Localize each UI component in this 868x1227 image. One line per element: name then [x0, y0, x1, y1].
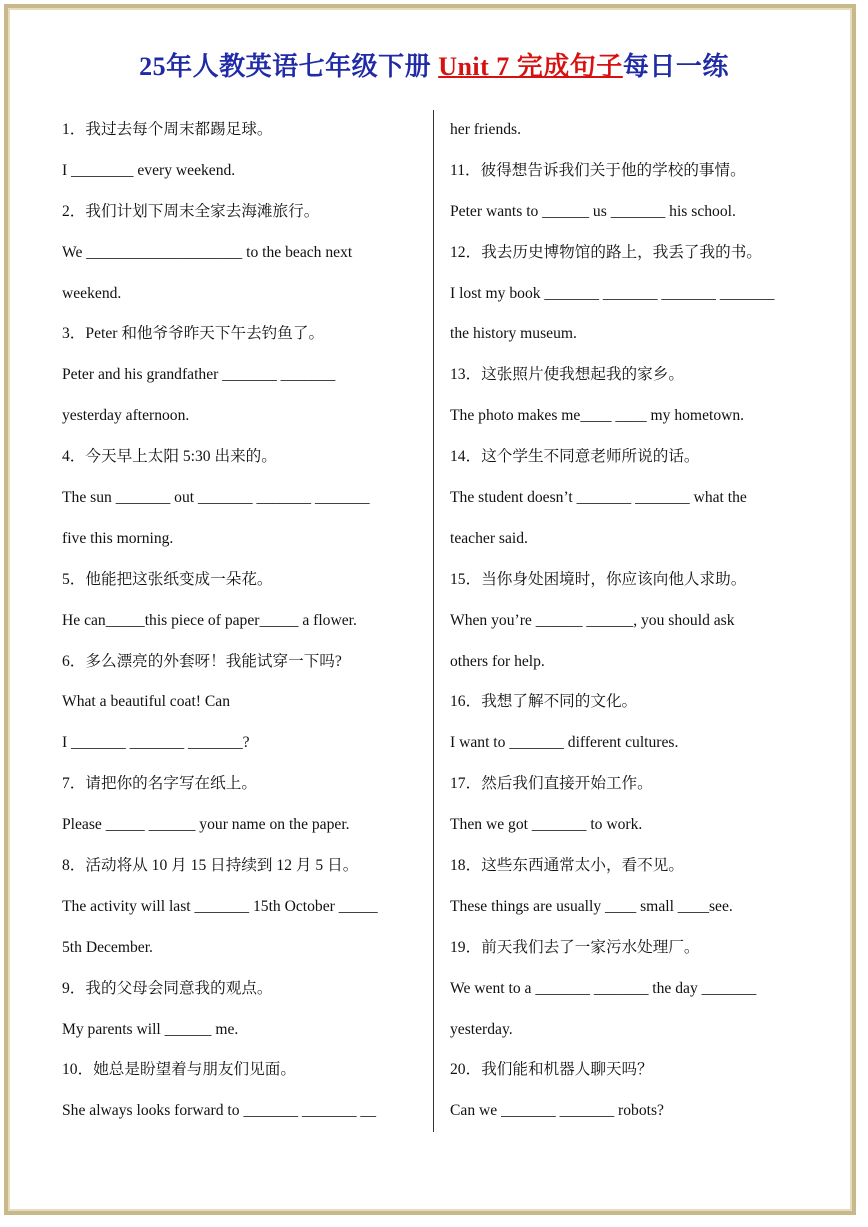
exercise-line: 3．Peter 和他爷爷昨天下午去钓鱼了。 [62, 325, 325, 343]
exercise-line: teacher said. [450, 529, 528, 547]
exercise-line: I want to _______ different cultures. [450, 734, 679, 752]
title-prefix: 25年人教英语七年级下册 [139, 52, 439, 81]
exercise-line: her friends. [450, 121, 522, 138]
exercise-line: 5th December. [62, 938, 153, 956]
exercise-line: 7．请把你的名字写在纸上。 [62, 775, 257, 793]
exercise-line: 16．我想了解不同的文化。 [450, 693, 638, 711]
title-highlight: Unit 7 完成句子 [438, 52, 623, 81]
worksheet-title [0, 46, 868, 83]
exercise-line: 12．我去历史博物馆的路上，我丢了我的书。 [450, 243, 762, 261]
exercise-line: yesterday afternoon. [62, 407, 190, 425]
exercise-line: The photo makes me____ ____ my hometown. [450, 407, 745, 425]
exercise-line: 11．彼得想告诉我们关于他的学校的事情。 [450, 161, 746, 179]
exercise-line: five this morning. [62, 529, 174, 547]
exercise-line: Peter wants to ______ us _______ his school. [450, 202, 736, 220]
exercise-line: weekend. [62, 284, 122, 302]
exercise-line: 5．他能把这张纸变成一朵花。 [62, 570, 273, 588]
exercise-line: The activity will last _______ 15th October _____ [62, 897, 378, 915]
title-suffix: 每日一练 [622, 52, 729, 81]
exercise-line: The sun _______ out _______ _______ _______ [62, 489, 370, 507]
exercise-line: 8．活动将从 10 月 15 日持续到 12 月 5 日。 [62, 857, 359, 875]
exercise-line: the history museum. [450, 325, 577, 343]
left-column [62, 114, 422, 1136]
exercise-line: I ________ every weekend. [62, 161, 236, 179]
exercise-line: We ____________________ to the beach next [62, 243, 353, 261]
exercise-line: Peter and his grandfather _______ _______ [62, 366, 336, 384]
exercise-line: These things are usually ____ small ____see. [450, 897, 733, 915]
exercise-line: 17．然后我们直接开始工作。 [450, 775, 653, 793]
exercise-line: My parents will ______ me. [62, 1020, 239, 1038]
exercise-line: 15．当你身处困境时，你应该向他人求助。 [450, 570, 747, 588]
exercise-line: 9．我的父母会同意我的观点。 [62, 979, 273, 997]
exercise-line: Then we got _______ to work. [450, 816, 643, 834]
exercise-line: I lost my book _______ _______ _______ _______ [450, 284, 775, 302]
exercise-line: 10．她总是盼望着与朋友们见面。 [62, 1061, 296, 1079]
exercise-line: Can we _______ _______ robots? [450, 1102, 664, 1120]
exercise-line: I _______ _______ _______? [62, 734, 250, 752]
exercise-line: He can_____this piece of paper_____ a flower. [62, 611, 357, 629]
exercise-line: 2．我们计划下周末全家去海滩旅行。 [62, 202, 320, 220]
exercise-line: 14．这个学生不同意老师所说的话。 [450, 448, 700, 466]
exercise-line: She always looks forward to _______ _______ __ [62, 1102, 377, 1120]
exercise-line: The student doesn’t _______ _______ what the [450, 489, 747, 507]
exercise-line: What a beautiful coat! Can [62, 693, 230, 711]
column-divider [433, 110, 434, 1132]
exercise-line: Please _____ ______ your name on the paper. [62, 816, 350, 834]
exercise-line: yesterday. [450, 1020, 513, 1038]
exercise-line: We went to a _______ _______ the day _______ [450, 979, 757, 997]
exercise-line: 20．我们能和机器人聊天吗？ [450, 1061, 653, 1079]
exercise-line: 19．前天我们去了一家污水处理厂。 [450, 938, 700, 956]
exercise-line: 18．这些东西通常太小，看不见。 [450, 857, 684, 875]
exercise-line: others for help. [450, 652, 545, 670]
exercise-line: 4．今天早上太阳 5:30 出来的。 [62, 448, 277, 466]
exercise-line: When you’re ______ ______, you should ask [450, 611, 735, 629]
exercise-line: 13．这张照片使我想起我的家乡。 [450, 366, 684, 384]
right-column [450, 114, 818, 1136]
exercise-line: 6．多么漂亮的外套呀！我能试穿一下吗? [62, 652, 342, 670]
exercise-line: 1．我过去每个周末都踢足球。 [62, 121, 273, 138]
